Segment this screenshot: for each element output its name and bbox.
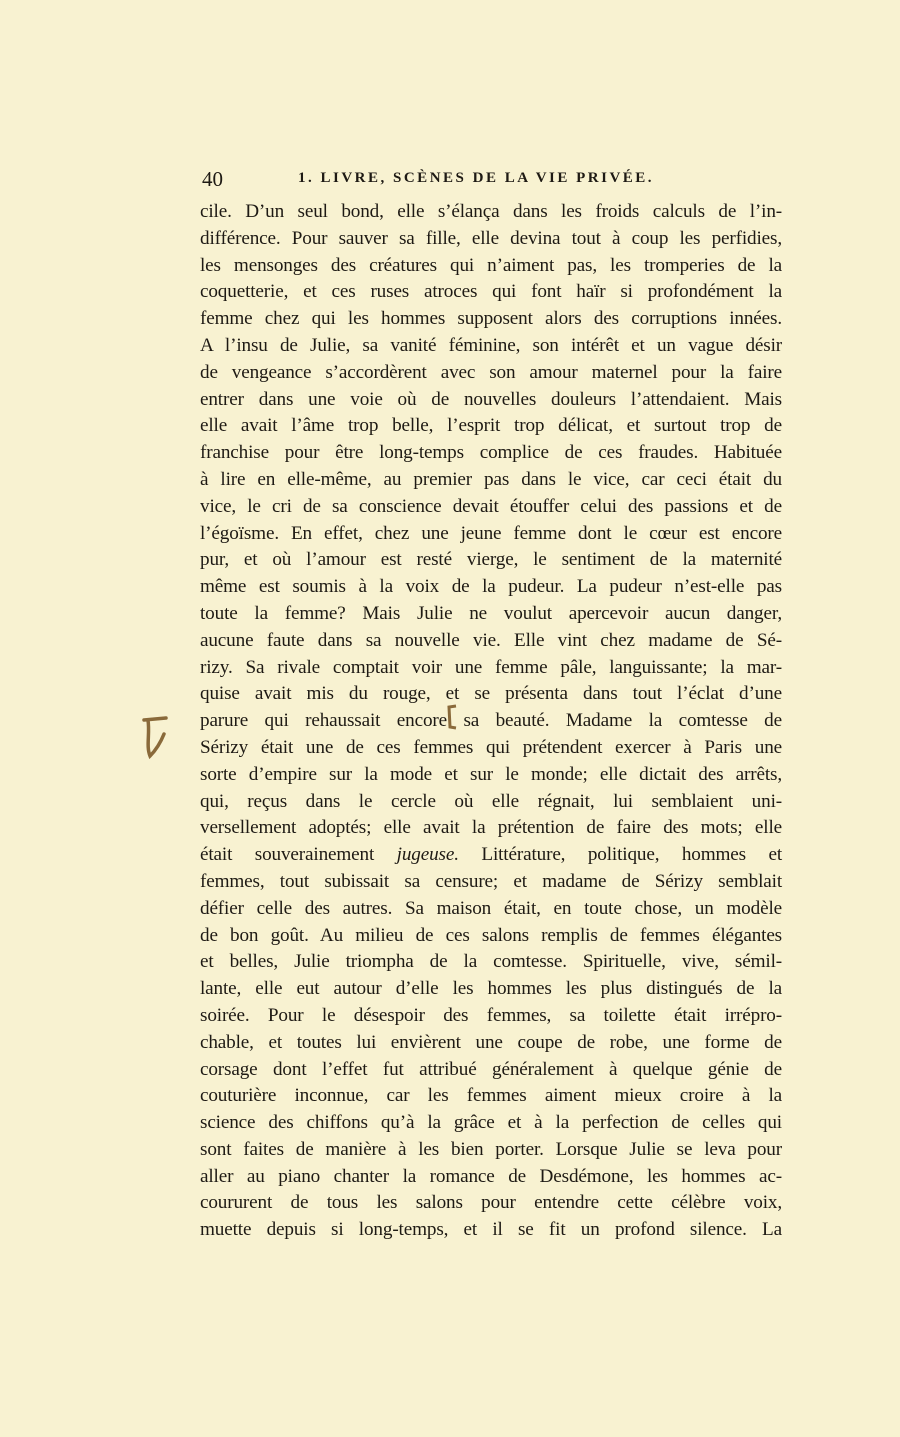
text-line: rizy. Sa rivale comptait voir une femme pâle, languissante; la mar- (200, 656, 782, 678)
text-segment: était souverainement (200, 844, 397, 866)
text-line: aucune faute dans sa nouvelle vie. Elle vint chez madame de Sé- (200, 629, 782, 651)
text-line: coquetterie, et ces ruses atroces qui font haïr si profondément la (200, 281, 782, 303)
text-line: entrer dans une voie où de nouvelles douleurs l’attendaient. Mais (200, 388, 782, 410)
text-line: pur, et où l’amour est resté vierge, le sentiment de la maternité (200, 549, 782, 571)
text-segment: Littérature, politique, hommes et (458, 844, 783, 866)
text-line: franchise pour être long-temps complice de ces fraudes. Habituée (200, 442, 782, 464)
page-header (200, 167, 782, 195)
text-line: couturière inconnue, car les femmes aiment mieux croire à la (200, 1085, 782, 1107)
text-line: quise avait mis du rouge, et se présenta dans tout l’éclat d’une (200, 683, 782, 705)
inline-bracket-annotation (445, 704, 459, 730)
text-line: elle avait l’âme trop belle, l’esprit trop délicat, et surtout trop de (200, 415, 782, 437)
text-line: femme chez qui les hommes supposent alors des corruptions innées. (200, 308, 782, 330)
text-line: A l’insu de Julie, sa vanité féminine, son intérêt et un vague désir (200, 334, 782, 356)
text-line: de bon goût. Au milieu de ces salons remplis de femmes élégantes (200, 924, 782, 946)
italic-word: jugeuse. (396, 844, 459, 866)
text-line: sont faites de manière à les bien porter. Lorsque Julie se leva pour (200, 1138, 782, 1160)
text-line: sorte d’empire sur la mode et sur le monde; elle dictait des arrêts, (200, 763, 782, 785)
text-line: muette depuis si long-temps, et il se fit un profond silence. La (200, 1219, 782, 1241)
text-line: versellement adoptés; elle avait la prétention de faire des mots; elle (200, 817, 782, 839)
text-line: même est soumis à la voix de la pudeur. La pudeur n’est-elle pas (200, 576, 782, 598)
text-line: coururent de tous les salons pour entendre cette célèbre voix, (200, 1192, 782, 1214)
text-line: à lire en elle-même, au premier pas dans le vice, car ceci était du (200, 468, 782, 490)
text-line: et belles, Julie triompha de la comtesse. Spirituelle, vive, sémil- (200, 951, 782, 973)
text-line: différence. Pour sauver sa fille, elle devina tout à coup les perfidies, (200, 227, 782, 249)
text-line: vice, le cri de sa conscience devait étouffer celui des passions et de (200, 495, 782, 517)
text-line: Sérizy était une de ces femmes qui prétendent exercer à Paris une (200, 736, 782, 758)
text-line: défier celle des autres. Sa maison était, en toute chose, un modèle (200, 897, 782, 919)
running-title: 1. LIVRE, SCÈNES DE LA VIE PRIVÉE. (298, 170, 655, 186)
text-line: toute la femme? Mais Julie ne voulut apercevoir aucun danger, (200, 602, 782, 624)
text-line: chable, et toutes lui envièrent une coupe de robe, une forme de (200, 1031, 782, 1053)
text-line: cile. D’un seul bond, elle s’élança dans les froids calculs de l’in- (200, 201, 782, 222)
text-line: aller au piano chanter la romance de Desdémone, les hommes ac- (200, 1165, 782, 1187)
body-text (200, 199, 782, 1244)
text-line: de vengeance s’accordèrent avec son amour maternel pour la faire (200, 361, 782, 383)
text-line (200, 842, 782, 869)
text-line: science des chiffons qu’à la grâce et à la perfection de celles qui (200, 1112, 782, 1134)
page-number: 40 (202, 167, 223, 191)
text-line: parure qui rehaussait encore sa beauté. Madame la comtesse de (200, 710, 782, 732)
text-line: lante, elle eut autour d’elle les hommes les plus distingués de la (200, 978, 782, 1000)
text-line: les mensonges des créatures qui n’aiment pas, les tromperies de la (200, 254, 782, 276)
text-line: corsage dont l’effet fut attribué généralement à quelque génie de (200, 1058, 782, 1080)
text-line: l’égoïsme. En effet, chez une jeune femme dont le cœur est encore (200, 522, 782, 544)
text-line: qui, reçus dans le cercle où elle régnait, lui semblaient uni- (200, 790, 782, 812)
text-line: soirée. Pour le désespoir des femmes, sa toilette était irrépro- (200, 1004, 782, 1026)
margin-bracket-annotation (140, 712, 170, 762)
text-line: femmes, tout subissait sa censure; et madame de Sérizy semblait (200, 870, 782, 892)
